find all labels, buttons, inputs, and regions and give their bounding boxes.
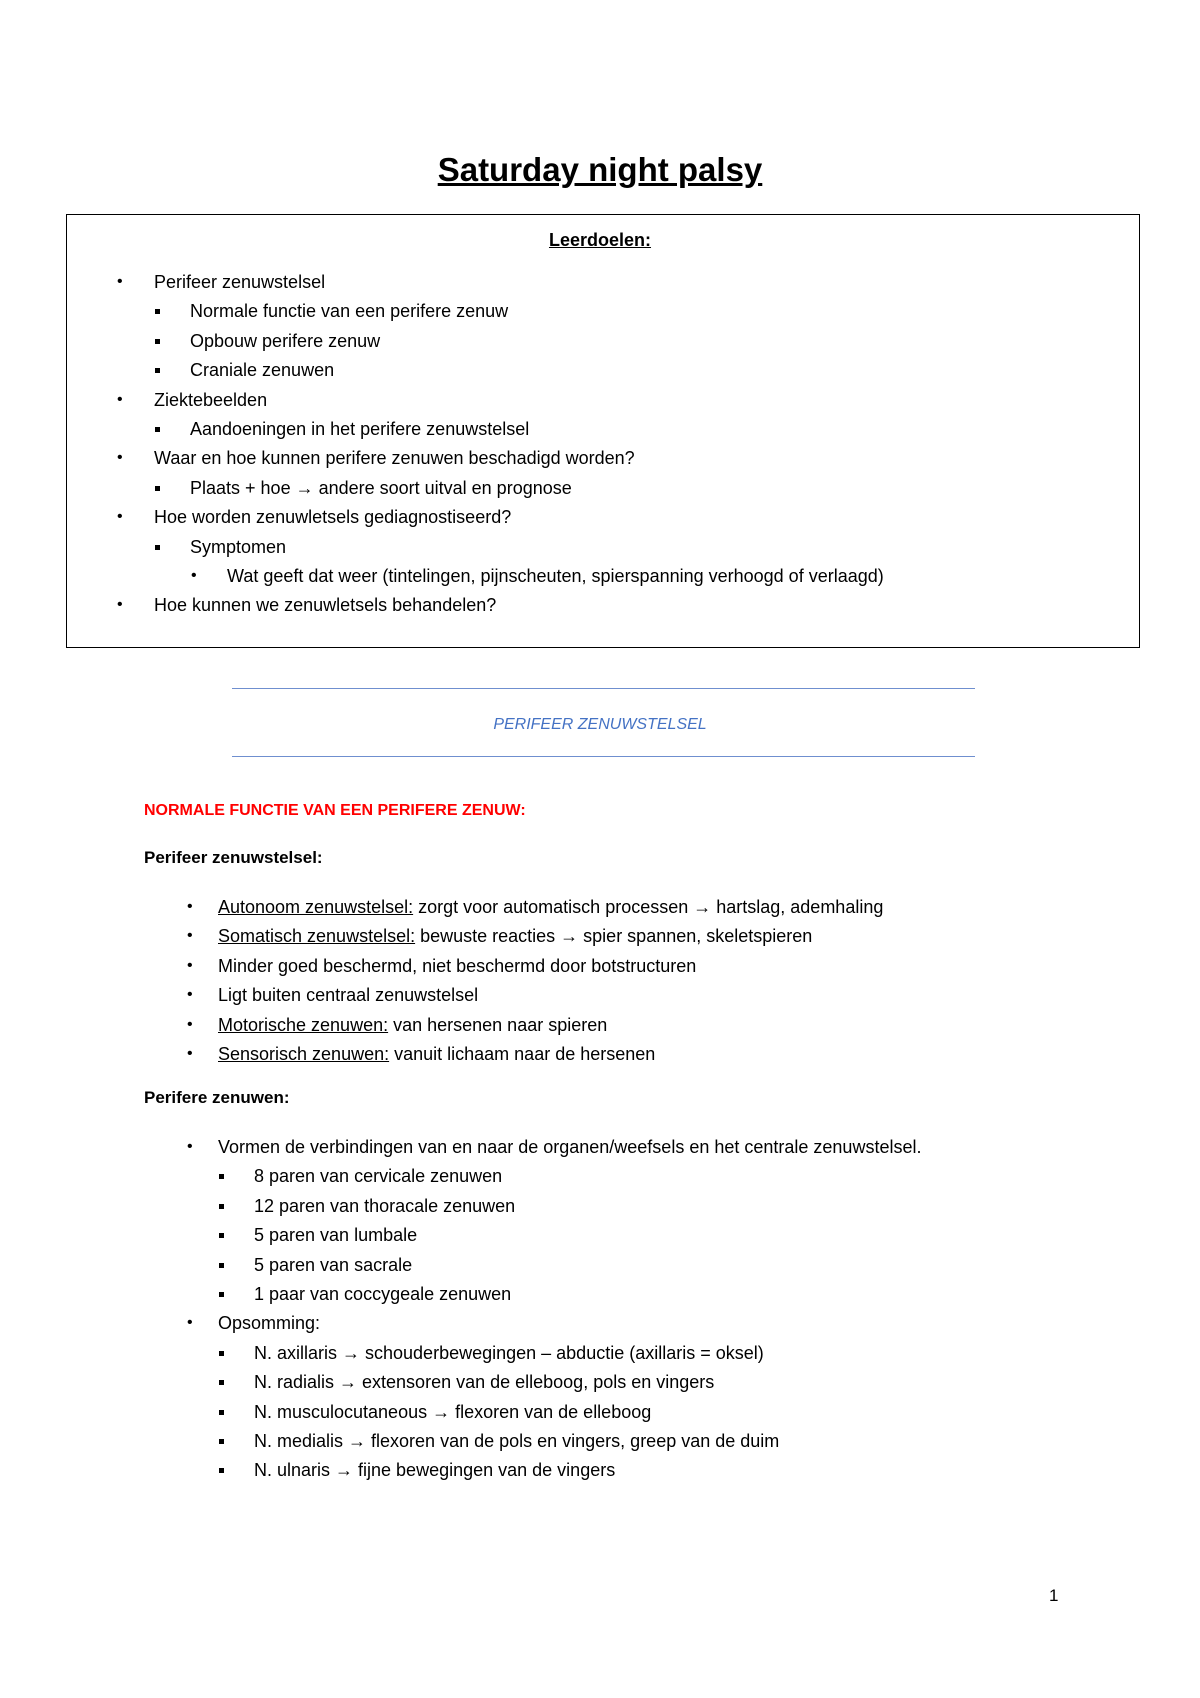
bullet-icon: •: [191, 567, 197, 584]
square-bullet-icon: [219, 1233, 224, 1238]
list-item: [0, 924, 1200, 948]
list-item: [0, 329, 1200, 353]
list-item-text: 1 paar van coccygeale zenuwen: [254, 1284, 512, 1304]
list-item: [0, 1458, 1200, 1482]
list-item: [0, 954, 1200, 978]
page-number: 1: [1049, 1586, 1059, 1605]
list-item-text: Ziektebeelden: [154, 389, 268, 410]
list-item: [0, 1400, 1200, 1424]
list-item-text: [218, 895, 883, 919]
square-bullet-icon: [155, 486, 160, 491]
list-item-text: Aandoeningen in het perifere zenuwstelsel: [190, 419, 530, 439]
peripheral-nerves-heading: Perifere zenuwen:: [144, 1088, 290, 1107]
section-divider-bottom: [232, 756, 975, 757]
list-item-text: N. ulnaris → fijne bewegingen van de vingers: [254, 1460, 616, 1481]
list-item-description: bewuste reacties → spier spannen, skeletspieren: [415, 926, 813, 947]
list-item-text: Perifeer zenuwstelsel: [154, 272, 326, 292]
square-bullet-icon: [155, 545, 160, 550]
list-item-description: van hersenen naar spieren: [388, 1014, 608, 1035]
square-bullet-icon: [219, 1263, 224, 1268]
list-item-text: N. radialis → extensoren van de elleboog, pols en vingers: [254, 1372, 715, 1393]
list-item-description: zorgt voor automatisch processen → hartslag, ademhaling: [413, 897, 884, 917]
list-item: [0, 1042, 1200, 1066]
list-item-text: Opsomming:: [218, 1313, 321, 1334]
bullet-icon: •: [117, 596, 123, 614]
list-item-text: [218, 1042, 655, 1066]
bullet-icon: •: [187, 1314, 193, 1332]
square-bullet-icon: [219, 1292, 224, 1297]
list-item-text: Hoe worden zenuwletsels gediagnostiseerd?: [154, 507, 512, 528]
peripheral-system-heading: Perifeer zenuwstelsel:: [144, 848, 323, 867]
list-item-text: Waar en hoe kunnen perifere zenuwen beschadigd worden?: [154, 448, 635, 469]
list-item-text: Ligt buiten centraal zenuwstelsel: [218, 985, 479, 1006]
list-item-text: 5 paren van sacrale: [254, 1254, 413, 1275]
list-item: [0, 983, 1200, 1007]
square-bullet-icon: [155, 368, 160, 373]
list-item-text: Opbouw perifere zenuw: [190, 330, 381, 351]
list-item-text: Minder goed beschermd, niet beschermd door botstructuren: [218, 955, 697, 976]
list-item: [0, 358, 1200, 382]
bullet-icon: •: [187, 1015, 193, 1033]
page-title: Saturday night palsy: [437, 151, 763, 188]
bullet-icon: •: [187, 898, 193, 915]
square-bullet-icon: [219, 1380, 224, 1385]
list-item-text: Symptomen: [190, 536, 287, 557]
list-item: [0, 1370, 1200, 1394]
list-item-text: Hoe kunnen we zenuwletsels behandelen?: [154, 595, 497, 616]
list-item: [0, 1135, 1200, 1159]
list-item-text: [218, 924, 812, 948]
list-item-description: vanuit lichaam naar de hersenen: [389, 1044, 656, 1064]
list-item-text: Normale functie van een perifere zenuw: [190, 301, 509, 322]
list-item: [0, 505, 1200, 529]
bullet-icon: •: [117, 390, 123, 408]
list-item-text: Craniale zenuwen: [190, 360, 335, 381]
list-item-text: N. medialis → flexoren van de pols en vingers, greep van de duim: [254, 1431, 780, 1451]
list-item: [0, 1164, 1200, 1188]
list-item: [0, 593, 1200, 617]
bullet-icon: •: [187, 986, 193, 1004]
list-item-text: Vormen de verbindingen van en naar de organen/weefsels en het centrale zenuwstelsel.: [218, 1137, 922, 1157]
square-bullet-icon: [155, 339, 160, 344]
list-item: [0, 1223, 1200, 1247]
list-item-term: Motorische zenuwen:: [218, 1014, 389, 1035]
bullet-icon: •: [117, 273, 123, 290]
bullet-icon: •: [187, 1045, 193, 1062]
list-item: [0, 388, 1200, 412]
section-title: PERIFEER ZENUWSTELSEL: [493, 716, 707, 733]
list-item-term: Autonoom zenuwstelsel:: [218, 897, 414, 917]
list-item-text: 5 paren van lumbale: [254, 1225, 418, 1246]
learning-goals-heading: Leerdoelen:: [548, 230, 652, 250]
list-item-text: Plaats + hoe → andere soort uitval en prognose: [190, 477, 572, 498]
list-item: [0, 1013, 1200, 1037]
list-item: [0, 1282, 1200, 1306]
square-bullet-icon: [219, 1351, 224, 1356]
square-bullet-icon: [219, 1468, 224, 1473]
bullet-icon: •: [187, 956, 193, 974]
list-item: [0, 1311, 1200, 1335]
square-bullet-icon: [219, 1174, 224, 1179]
subsection-title: NORMALE FUNCTIE VAN EEN PERIFERE ZENUW:: [144, 802, 526, 819]
list-item: [0, 299, 1200, 323]
list-item: [0, 417, 1200, 441]
square-bullet-icon: [219, 1439, 224, 1444]
square-bullet-icon: [155, 427, 160, 432]
list-item: [0, 476, 1200, 500]
list-item-text: [218, 1013, 607, 1037]
section-divider-top: [232, 688, 975, 689]
list-item-term: Somatisch zenuwstelsel:: [218, 926, 416, 947]
bullet-icon: •: [187, 927, 193, 945]
list-item-text: 8 paren van cervicale zenuwen: [254, 1166, 503, 1187]
bullet-icon: •: [187, 1138, 193, 1155]
list-item: [0, 895, 1200, 919]
list-item: [0, 1253, 1200, 1277]
square-bullet-icon: [155, 309, 160, 314]
list-item: [0, 1429, 1200, 1453]
list-item: [0, 446, 1200, 470]
square-bullet-icon: [219, 1204, 224, 1209]
list-item-text: Wat geeft dat weer (tintelingen, pijnscheuten, spierspanning verhoogd of verlaagd): [227, 566, 884, 586]
list-item: [0, 1194, 1200, 1218]
square-bullet-icon: [219, 1410, 224, 1415]
bullet-icon: •: [117, 449, 123, 467]
list-item: [0, 270, 1200, 294]
list-item: [0, 535, 1200, 559]
list-item-text: 12 paren van thoracale zenuwen: [254, 1195, 516, 1216]
list-item: [0, 1341, 1200, 1365]
list-item-text: N. musculocutaneous → flexoren van de elleboog: [254, 1401, 652, 1422]
list-item-term: Sensorisch zenuwen:: [218, 1044, 390, 1064]
list-item: [0, 564, 1200, 588]
bullet-icon: •: [117, 508, 123, 526]
list-item-text: N. axillaris → schouderbewegingen – abductie (axillaris = oksel): [254, 1342, 764, 1363]
